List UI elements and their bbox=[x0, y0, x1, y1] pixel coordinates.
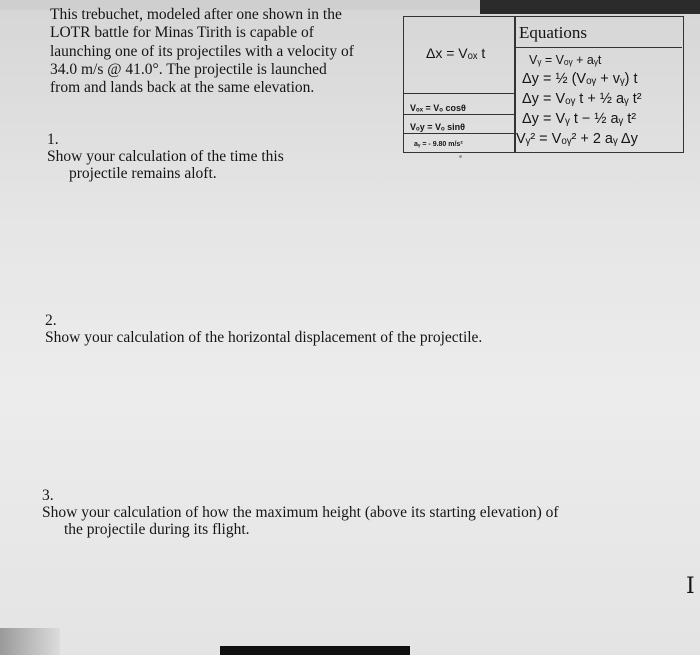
eq-avg-velocity-displacement: Δy = ½ (Vₒᵧ + vᵧ) t bbox=[522, 71, 638, 87]
text-cursor-icon: I bbox=[686, 574, 695, 599]
equations-table bbox=[403, 16, 684, 153]
bottom-shadow bbox=[0, 628, 60, 655]
eq-voy: Vₒy = Vₒ sinθ bbox=[410, 122, 466, 132]
eq-horizontal-displacement: Δx = Vₒₓ t bbox=[426, 45, 486, 61]
question-number: 2. bbox=[45, 312, 57, 329]
question-text: projectile remains aloft. bbox=[69, 165, 217, 182]
question-2 bbox=[45, 312, 482, 346]
eq-velocity-squared: Vᵧ² = Vₒᵧ² + 2 aᵧ Δy bbox=[516, 131, 638, 147]
table-divider bbox=[404, 114, 514, 115]
question-1 bbox=[47, 131, 284, 182]
intro-line: from and lands back at the same elevation. bbox=[50, 79, 315, 97]
question-number: 1. bbox=[47, 131, 59, 148]
question-text: Show your calculation of the horizontal displacement of the projectile. bbox=[45, 329, 483, 346]
top-dark-strip bbox=[480, 0, 700, 14]
question-number: 3. bbox=[42, 487, 54, 504]
eq-final-velocity: Vᵧ = Vₒᵧ + aᵧt bbox=[529, 53, 602, 67]
speck bbox=[459, 155, 462, 158]
intro-line: launching one of its projectiles with a velocity of bbox=[50, 42, 354, 60]
table-divider bbox=[404, 133, 514, 134]
eq-gravity: aᵧ = - 9.80 m/s² bbox=[414, 141, 463, 148]
eq-vox: Vₒₓ = Vₒ cosθ bbox=[410, 103, 466, 113]
intro-line: This trebuchet, modeled after one shown in the bbox=[50, 6, 342, 23]
intro-line: 34.0 m/s @ 41.0°. The projectile is launched bbox=[50, 60, 327, 78]
question-text: Show your calculation of the time this bbox=[47, 148, 284, 165]
bottom-dark-bar bbox=[220, 646, 410, 655]
question-3 bbox=[42, 487, 559, 538]
eq-displacement-initial: Δy = Vₒᵧ t + ½ aᵧ t² bbox=[522, 91, 642, 107]
equations-title: Equations bbox=[519, 23, 587, 42]
table-divider bbox=[404, 93, 514, 94]
problem-statement bbox=[50, 6, 400, 97]
intro-line: LOTR battle for Minas Tirith is capable of bbox=[50, 24, 314, 42]
eq-displacement-final: Δy = Vᵧ t − ½ aᵧ t² bbox=[522, 111, 637, 127]
question-text: the projectile during its flight. bbox=[64, 521, 250, 538]
question-text: Show your calculation of how the maximum height (above its starting elevation) of bbox=[42, 504, 559, 521]
table-divider bbox=[514, 47, 682, 48]
